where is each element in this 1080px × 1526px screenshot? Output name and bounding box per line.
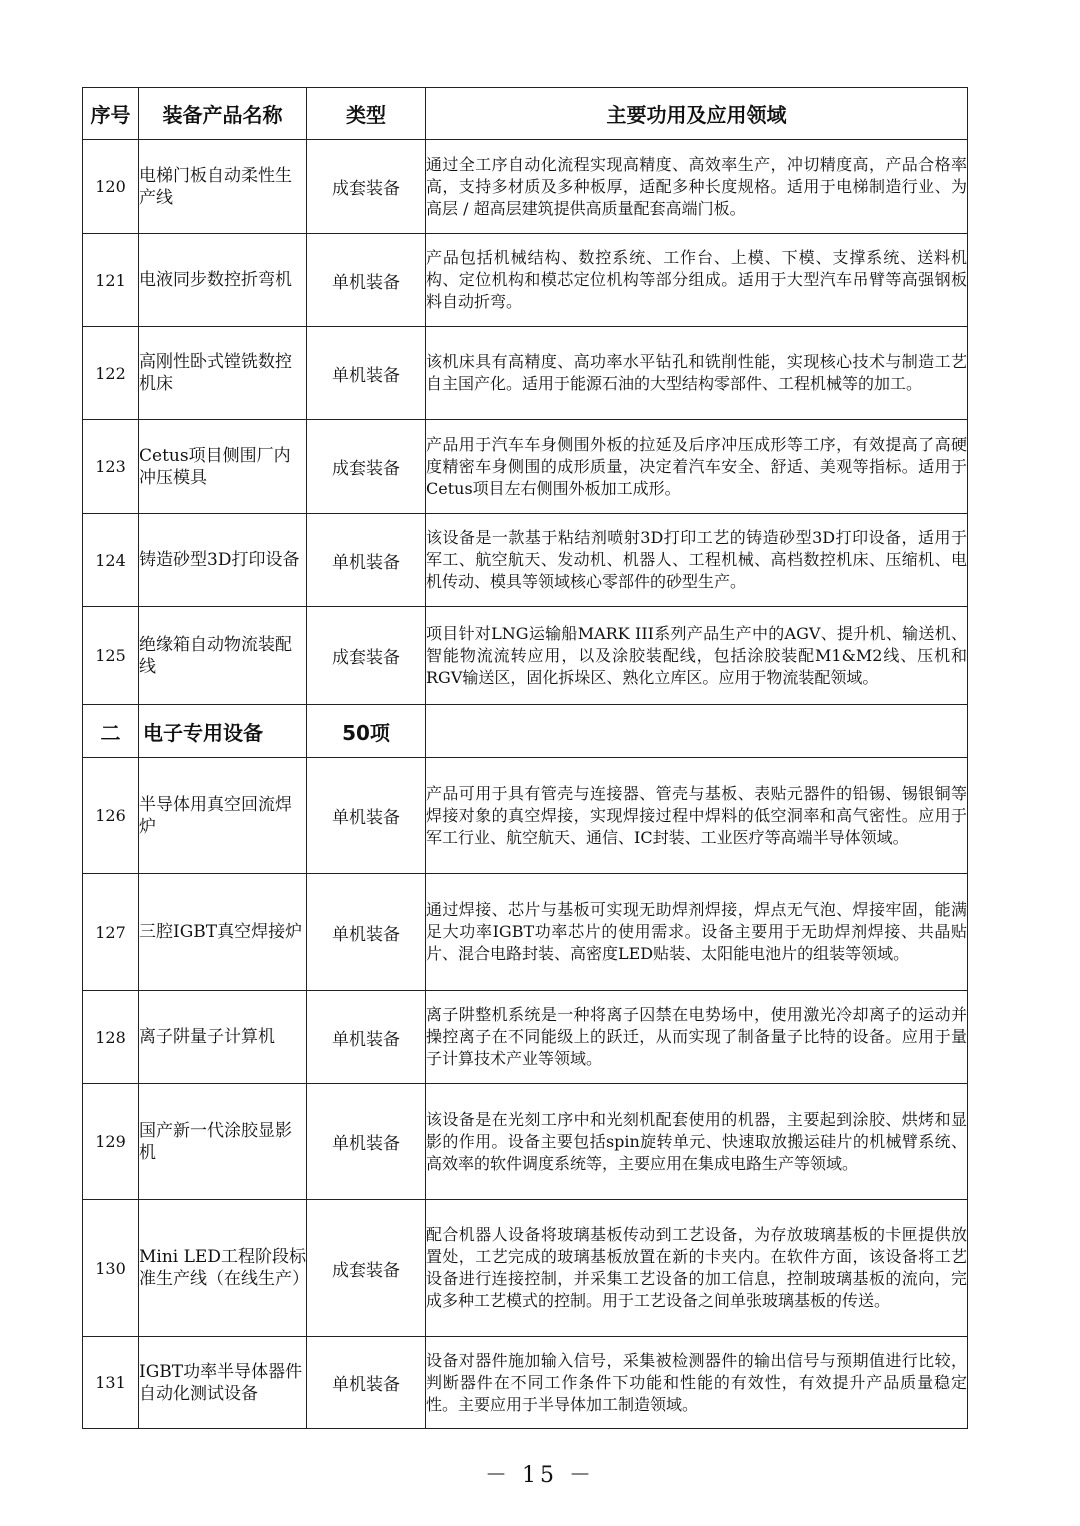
row-number: 127 [83,874,139,991]
table-row [83,1084,968,1200]
section-name: 电子专用设备 [139,705,307,758]
product-type: 成套装备 [307,420,426,514]
product-description: 设备对器件施加输入信号，采集被检测器件的输出信号与预期值进行比较，判断器件在不同工作条件下功能和性能的有效性，有效提升产品质量稳定性。主要应用于半导体加工制造领域。 [426,1337,968,1429]
product-type: 单机装备 [307,234,426,327]
table-row [83,234,968,327]
product-name: 电液同步数控折弯机 [139,234,307,327]
product-type: 单机装备 [307,1337,426,1429]
product-description: 离子阱整机系统是一种将离子囚禁在电势场中，使用激光冷却离子的运动并操控离子在不同能级上的跃迁，从而实现了制备量子比特的设备。应用于量子计算技术产业等领域。 [426,991,968,1084]
row-number: 122 [83,327,139,420]
section-count: 50项 [307,705,426,758]
table-row [83,140,968,234]
row-number: 124 [83,514,139,607]
row-number: 126 [83,758,139,874]
product-name: 离子阱量子计算机 [139,991,307,1084]
product-description: 项目针对LNG运输船MARK III系列产品生产中的AGV、提升机、输送机、智能物流流转应用，以及涂胶装配线，包括涂胶装配M1&M2线、压机和RGV输送区，固化拆垛区、熟化立库区。应用于物流装配领域。 [426,607,968,705]
product-type: 单机装备 [307,758,426,874]
product-name: 国产新一代涂胶显影机 [139,1084,307,1200]
row-number: 129 [83,1084,139,1200]
header-product-name: 装备产品名称 [139,88,307,140]
product-name: 铸造砂型3D打印设备 [139,514,307,607]
table-row [83,327,968,420]
product-type: 单机装备 [307,874,426,991]
table-row [83,991,968,1084]
row-number: 120 [83,140,139,234]
product-description: 该设备是在光刻工序中和光刻机配套使用的机器，主要起到涂胶、烘烤和显影的作用。设备主要包括spin旋转单元、快速取放搬运硅片的机械臂系统、高效率的软件调度系统等，主要应用在集成电路生产等领域。 [426,1084,968,1200]
product-description: 通过全工序自动化流程实现高精度、高效率生产，冲切精度高，产品合格率高，支持多材质及多种板厚，适配多种长度规格。适用于电梯制造行业、为高层 / 超高层建筑提供高质量配套高端门板。 [426,140,968,234]
row-number: 128 [83,991,139,1084]
product-name: 绝缘箱自动物流装配线 [139,607,307,705]
row-number: 130 [83,1200,139,1337]
header-function: 主要功用及应用领域 [426,88,968,140]
product-name: 电梯门板自动柔性生产线 [139,140,307,234]
product-type: 单机装备 [307,991,426,1084]
product-type: 成套装备 [307,140,426,234]
product-name: IGBT功率半导体器件自动化测试设备 [139,1337,307,1429]
equipment-table [82,87,968,1429]
product-description: 通过焊接、芯片与基板可实现无助焊剂焊接，焊点无气泡、焊接牢固，能满足大功率IGBT功率芯片的使用需求。设备主要用于无助焊剂焊接、共晶贴片、混合电路封装、高密度LED贴装、太阳能电池片的组装等领域。 [426,874,968,991]
product-description: 产品可用于具有管壳与连接器、管壳与基板、表贴元器件的铅锡、锡银铜等焊接对象的真空焊接，实现焊接过程中焊料的低空洞率和高气密性。应用于军工行业、航空航天、通信、IC封装、工业医疗等高端半导体领域。 [426,758,968,874]
product-description: 该设备是一款基于粘结剂喷射3D打印工艺的铸造砂型3D打印设备，适用于军工、航空航天、发动机、机器人、工程机械、高档数控机床、压缩机、电机传动、模具等领域核心零部件的砂型生产。 [426,514,968,607]
row-number: 125 [83,607,139,705]
product-name: 半导体用真空回流焊炉 [139,758,307,874]
table-row [83,607,968,705]
product-name: Cetus项目侧围厂内冲压模具 [139,420,307,514]
row-number: 121 [83,234,139,327]
header-serial: 序号 [83,88,139,140]
row-number: 131 [83,1337,139,1429]
header-type: 类型 [307,88,426,140]
product-name: 三腔IGBT真空焊接炉 [139,874,307,991]
product-name: Mini LED工程阶段标准生产线（在线生产） [139,1200,307,1337]
product-description: 该机床具有高精度、高功率水平钻孔和铣削性能，实现核心技术与制造工艺自主国产化。适用于能源石油的大型结构零部件、工程机械等的加工。 [426,327,968,420]
section-empty-cell [426,705,968,758]
row-number: 123 [83,420,139,514]
product-name: 高刚性卧式镗铣数控机床 [139,327,307,420]
product-type: 单机装备 [307,514,426,607]
table-row [83,874,968,991]
product-type: 单机装备 [307,1084,426,1200]
table-row [83,420,968,514]
page-number: － 15 － [485,1463,595,1488]
product-description: 产品用于汽车车身侧围外板的拉延及后序冲压成形等工序，有效提高了高硬度精密车身侧围的成形质量，决定着汽车安全、舒适、美观等指标。适用于Cetus项目左右侧围外板加工成形。 [426,420,968,514]
section-row [83,705,968,758]
table-row [83,1200,968,1337]
section-number: 二 [83,705,139,758]
header-row [83,88,968,140]
product-description: 产品包括机械结构、数控系统、工作台、上模、下模、支撑系统、送料机构、定位机构和模芯定位机构等部分组成。适用于大型汽车吊臂等高强钢板料自动折弯。 [426,234,968,327]
table-row [83,514,968,607]
table-row [83,758,968,874]
product-type: 成套装备 [307,607,426,705]
product-type: 单机装备 [307,327,426,420]
table-row [83,1337,968,1429]
product-description: 配合机器人设备将玻璃基板传动到工艺设备，为存放玻璃基板的卡匣提供放置处，工艺完成的玻璃基板放置在新的卡夹内。在软件方面，该设备将工艺设备进行连接控制，并采集工艺设备的加工信息，控制玻璃基板的流向，完成多种工艺模式的控制。用于工艺设备之间单张玻璃基板的传送。 [426,1200,968,1337]
product-type: 成套装备 [307,1200,426,1337]
